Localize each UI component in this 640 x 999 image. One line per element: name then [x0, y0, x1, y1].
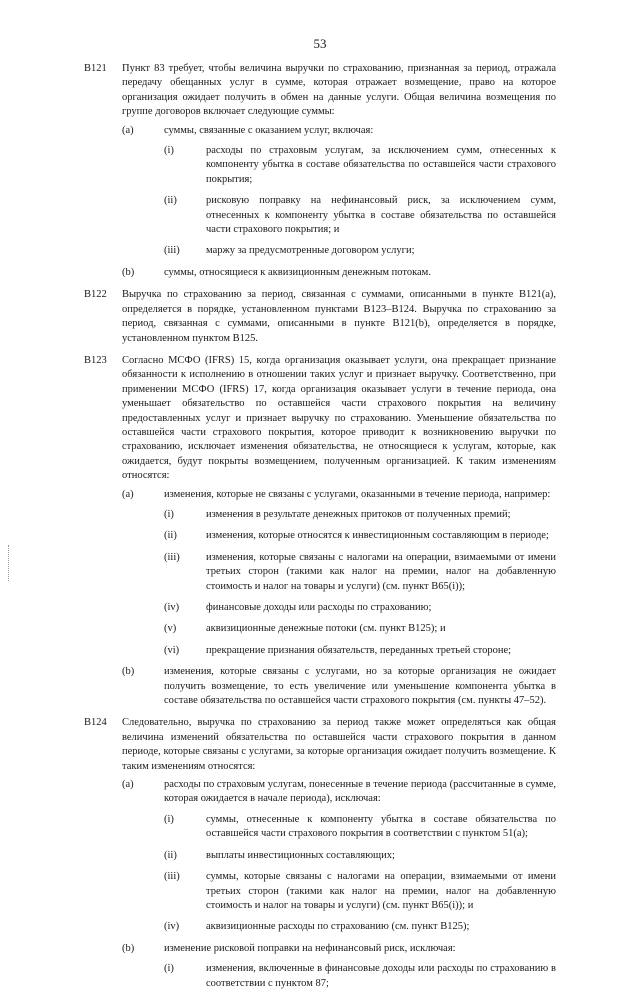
list-item-label: (a)	[122, 779, 134, 791]
sub-list-item-label: (ii)	[164, 530, 177, 542]
sub-list-item-text: финансовые доходы или расходы по страхованию;	[206, 602, 432, 613]
sub-list-item	[0, 529, 640, 543]
paragraph-text: Пункт 83 требует, чтобы величина выручки по страхованию, признанная за период, отражала передачу обещанных услуг в сумме, которая отражает возмещение, право на которое организация ожидает получить в обмен на данные услуги. Общая величина возмещения по группе договоров включает следующие суммы:	[122, 63, 556, 118]
sub-list-item-text: выплаты инвестиционных составляющих;	[206, 849, 395, 861]
list-item-text: изменение рисковой поправки на нефинансовый риск, исключая:	[164, 942, 456, 954]
sub-list-item	[0, 849, 640, 863]
paragraph-number: B123	[84, 354, 107, 366]
sub-list-item-label: (i)	[164, 145, 174, 157]
sub-list-item	[0, 144, 640, 187]
sub-list-item-text: суммы, отнесенные к компоненту убытка в составе обязательства по оставшейся части страхового покрытия в соответствии с пунктом 51(a);	[206, 813, 556, 840]
sub-list-item-text: аквизиционные денежные потоки (см. пункт B125); и	[206, 623, 446, 635]
list-item-label: (a)	[122, 488, 134, 500]
sub-list-item-label: (iv)	[164, 921, 180, 933]
document-body	[0, 62, 640, 999]
sub-list-item	[0, 244, 640, 258]
list-item-label: (a)	[122, 124, 134, 136]
sub-list-item	[0, 813, 640, 842]
sub-list-item	[0, 644, 640, 658]
list-item-label: (b)	[122, 666, 135, 678]
list-item	[0, 942, 640, 991]
sub-list-item-label: (iv)	[164, 602, 180, 613]
list-item-text: изменения, которые связаны с услугами, но за которые организация не ожидает получить возмещение, то есть увеличение или уменьшение компонента убытка в составе обязательства по оставшейся части страхового покрытия (см. пункты 47–52).	[164, 666, 556, 707]
paragraph-b124	[0, 716, 640, 991]
list-item	[0, 778, 640, 935]
paragraph-text: Выручка по страхованию за период, связанная с суммами, описанными в пункте B121(a), определяется в порядке, установленном пунктами B123–B124. Выручка по страхованию за период, связанная с суммами, описанными в пункте B121(b), определяется в порядке, установленном пунктом B125.	[122, 289, 556, 344]
sub-list-item-label: (iii)	[164, 871, 180, 883]
list-item	[0, 488, 640, 659]
paragraph-number: B124	[84, 717, 107, 729]
list-item	[0, 266, 640, 280]
sub-list-item-label: (iii)	[164, 245, 180, 257]
sub-list-item	[0, 194, 640, 237]
paragraph-b122	[0, 288, 640, 346]
sub-list-item-label: (vi)	[164, 644, 180, 656]
sub-list-item-label: (iii)	[164, 551, 180, 563]
sub-list-item-text: маржу за предусмотренные договором услуги;	[206, 245, 415, 257]
sub-list-item-text: аквизиционные расходы по страхованию (см. пункт B125);	[206, 921, 470, 933]
sub-list-item	[0, 962, 640, 991]
sub-list-item	[0, 870, 640, 913]
sub-list-item-label: (i)	[164, 508, 174, 520]
sub-list-item-text: расходы по страховым услугам, за исключением сумм, отнесенных к компоненту убытка в составе обязательства по оставшейся части страхового покрытия;	[206, 145, 556, 185]
sub-list-item-label: (ii)	[164, 849, 177, 861]
paragraph-number: B122	[84, 289, 107, 301]
sub-list-item	[0, 601, 640, 615]
sub-list-item-label: (i)	[164, 813, 174, 825]
paragraph-b123	[0, 354, 640, 709]
paragraph-number: B121	[84, 63, 107, 74]
paragraph-b121	[0, 62, 640, 280]
paragraph-text: Согласно МСФО (IFRS) 15, когда организация оказывает услуги, она прекращает признание обязанности к исполнению в отношении таких услуг и признает выручку. Соответственно, при применении МСФО (IFRS) 17, когда организация оказывает услуги в течение периода, она уменьшает обязательство по оставшейся части страхового покрытия на величину предоставленных услуг и признает выручку по страхованию. Уменьшение обязательства по оставшейся части страхового покрытия, которое приводит к возникновению выручки по страхованию, исключает изменения обязательства, не относящиеся к услугам, которые, как ожидается, будут покрыты возмещением, полученным организацией. К таким изменениям относятся:	[122, 354, 556, 482]
page-number: 53	[313, 36, 327, 51]
list-item	[0, 124, 640, 259]
list-item	[0, 665, 640, 708]
list-item-text: суммы, относящиеся к аквизиционным денежным потокам.	[164, 266, 431, 278]
sub-list-item	[0, 920, 640, 934]
sub-list-item-text: суммы, которые связаны с налогами на операции, взимаемыми от имени третьих сторон (такими как налог на премии, налог на добавленную стоимость и налог на товары и услуги) (см. пункт B65(i)); и	[206, 871, 556, 911]
sub-list-item-text: изменения, включенные в финансовые доходы или расходы по страхованию в соответствии с пунктом 87;	[206, 963, 556, 989]
list-item-text: суммы, связанные с оказанием услуг, включая:	[164, 124, 374, 136]
sub-list-item-text: прекращение признания обязательств, переданных третьей стороне;	[206, 644, 512, 656]
sub-list-item-text: изменения, которые относятся к инвестиционным составляющим в периоде;	[206, 530, 549, 542]
sub-list-item	[0, 551, 640, 594]
sub-list-item-text: изменения, которые связаны с налогами на операции, взимаемыми от имени третьих сторон (такими как налог на премии, налог на добавленную стоимость и налог на товары и услуги) (см. пункт B65(i));	[206, 551, 556, 592]
list-item-text: изменения, которые не связаны с услугами, оказанными в течение периода, например:	[164, 488, 551, 500]
sub-list-item-text: рисковую поправку на нефинансовый риск, за исключением сумм, отнесенных к компоненту убытка в составе обязательства по оставшейся части страхового покрытия; и	[206, 195, 556, 236]
list-item-text: расходы по страховым услугам, понесенные в течение периода (рассчитанные в сумме, которая ожидается в начале периода), исключая:	[164, 779, 556, 805]
sub-list-item-label: (ii)	[164, 195, 177, 207]
sub-list-item-text: изменения в результате денежных притоков от полученных премий;	[206, 508, 511, 520]
sub-list-item	[0, 508, 640, 522]
sub-list-item	[0, 622, 640, 636]
sub-list-item-label: (v)	[164, 623, 177, 635]
list-item-label: (b)	[122, 942, 135, 954]
paragraph-text: Следовательно, выручка по страхованию за период также может определяться как общая величина изменений обязательства по оставшейся части страхового покрытия в данном периоде, которые связаны с услугами, за которые организация ожидает получить возмещение. К таким изменениям относятся:	[122, 717, 556, 772]
list-item-label: (b)	[122, 266, 135, 278]
sub-list-item-label: (i)	[164, 963, 174, 975]
